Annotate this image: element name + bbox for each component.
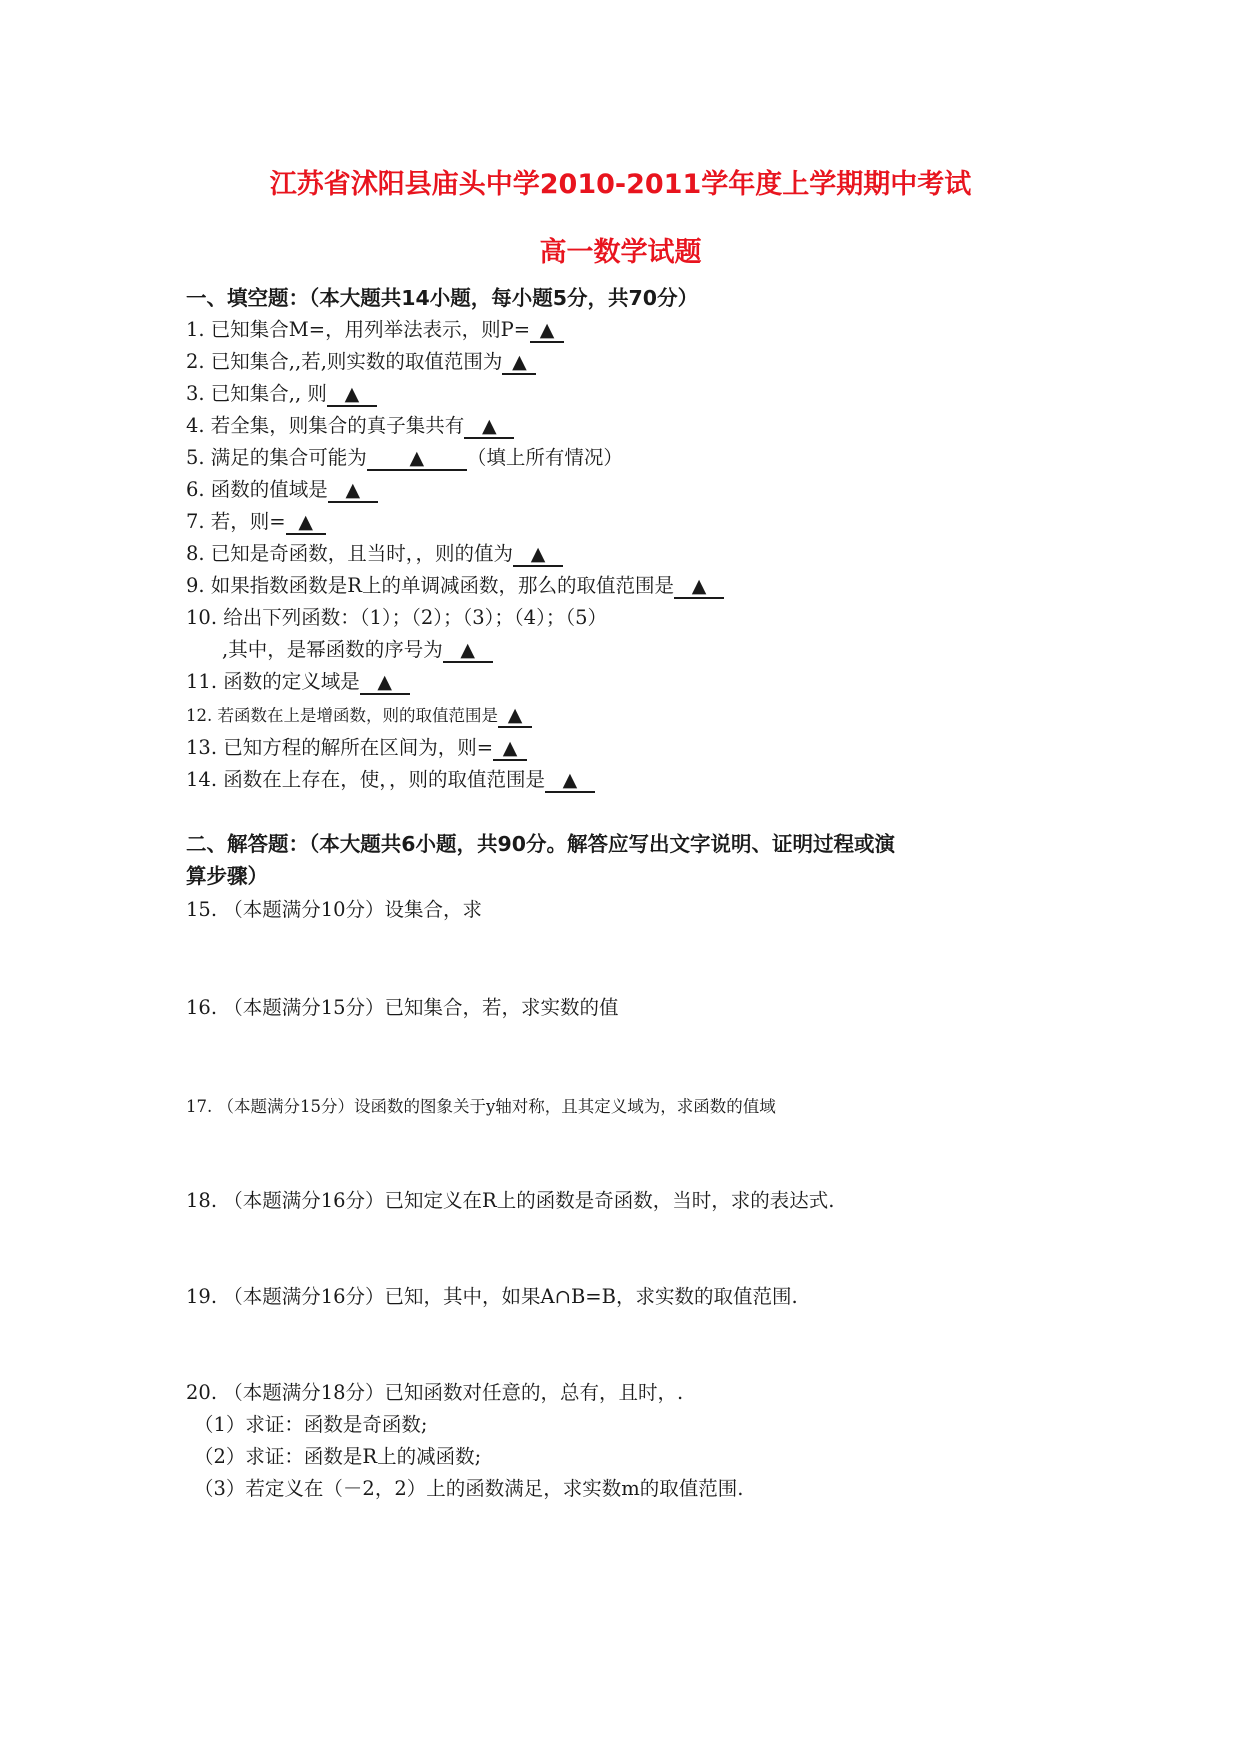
question-20-part-1: （1）求证：函数是奇函数; [194,1413,428,1436]
question-10-continued [222,638,493,663]
question-5 [186,446,623,471]
triangle-marker-icon: ▲ [482,415,497,437]
question-14 [186,768,595,793]
question-3 [186,382,377,407]
question-7 [186,510,326,535]
answer-blank-5 [367,448,467,471]
answer-blank-14 [545,770,595,793]
question-15: 15. （本题满分10分）设集合，求 [186,898,483,921]
answer-blank-8 [513,544,563,567]
answer-blank-13 [493,738,527,761]
triangle-marker-icon: ▲ [562,769,578,791]
section-1-heading: 一、填空题：（本大题共14小题，每小题5分，共70分） [186,286,699,310]
question-9 [186,574,724,599]
question-6 [186,478,378,503]
answer-blank-12 [498,706,532,728]
question-5-text: 5. 满足的集合可能为 [186,446,367,469]
question-17: 17. （本题满分15分）设函数的图象关于y轴对称，且其定义域为，求函数的值域 [186,1097,776,1116]
triangle-marker-icon: ▲ [691,575,707,597]
question-13 [186,736,527,761]
exam-subtitle: 高一数学试题 [539,237,702,268]
question-20: 20. （本题满分18分）已知函数对任意的，总有，且时，. [186,1381,684,1404]
answer-blank-11 [360,672,410,695]
answer-blank-7 [286,512,326,535]
triangle-marker-icon: ▲ [460,639,476,661]
triangle-marker-icon: ▲ [409,447,425,469]
answer-blank-10 [443,640,493,663]
question-2 [186,350,536,375]
triangle-marker-icon: ▲ [507,704,523,726]
question-8 [186,542,563,567]
question-4 [186,414,514,439]
question-2-text: 2. 已知集合,,若,则实数的取值范围为 [186,350,503,373]
triangle-marker-icon: ▲ [539,319,555,341]
triangle-marker-icon: ▲ [512,351,527,373]
question-4-text: 4. 若全集，则集合的真子集共有 [186,414,465,437]
answer-blank-6 [328,480,378,503]
section-2-heading-line-2: 算步骤） [186,864,268,888]
triangle-marker-icon: ▲ [530,543,546,565]
triangle-marker-icon: ▲ [344,383,360,405]
question-20-part-3: （3）若定义在（－2，2）上的函数满足，求实数m的取值范围. [194,1477,744,1500]
triangle-marker-icon: ▲ [298,511,313,533]
question-11-text: 11. 函数的定义域是 [186,670,360,693]
question-10 [186,606,607,629]
question-7-text: 7. 若，则= [186,510,286,533]
question-10-text-cont: ,其中，是幂函数的序号为 [222,638,443,661]
question-12-text: 12. 若函数在上是增函数，则的取值范围是 [186,706,498,725]
question-20-part-2: （2）求证：函数是R上的减函数; [194,1445,482,1468]
question-1-text: 1. 已知集合M=，用列举法表示，则P= [186,318,531,341]
question-5-note: （填上所有情况） [466,446,623,469]
answer-blank-1 [530,320,564,343]
question-16: 16. （本题满分15分）已知集合，若，求实数的值 [186,996,619,1019]
question-3-text: 3. 已知集合,, 则 [186,382,327,405]
question-10-text: 10. 给出下列函数：（1）；（2）；（3）；（4）；（5） [186,606,607,629]
answer-blank-9 [674,576,724,599]
question-13-text: 13. 已知方程的解所在区间为，则= [186,736,494,759]
question-18: 18. （本题满分16分）已知定义在R上的函数是奇函数，当时，求的表达式. [186,1189,835,1212]
question-6-text: 6. 函数的值域是 [186,478,328,501]
answer-blank-2 [502,352,536,375]
triangle-marker-icon: ▲ [377,671,393,693]
answer-blank-4 [464,416,514,439]
question-9-text: 9. 如果指数函数是R上的单调减函数，那么的取值范围是 [186,574,674,597]
exam-title: 江苏省沭阳县庙头中学2010-2011学年度上学期期中考试 [269,169,972,200]
question-12 [186,706,532,728]
triangle-marker-icon: ▲ [345,479,361,501]
section-2-heading-line-1: 二、解答题：（本大题共6小题，共90分。解答应写出文字说明、证明过程或演 [186,832,896,856]
question-19: 19. （本题满分16分）已知，其中，如果A∩B=B，求实数的取值范围. [186,1285,798,1308]
question-8-text: 8. 已知是奇函数，且当时，，则的值为 [186,542,514,565]
question-1 [186,318,564,343]
triangle-marker-icon: ▲ [502,737,518,759]
answer-blank-3 [327,384,377,407]
question-11 [186,670,410,695]
question-14-text: 14. 函数在上存在，使，，则的取值范围是 [186,768,545,791]
